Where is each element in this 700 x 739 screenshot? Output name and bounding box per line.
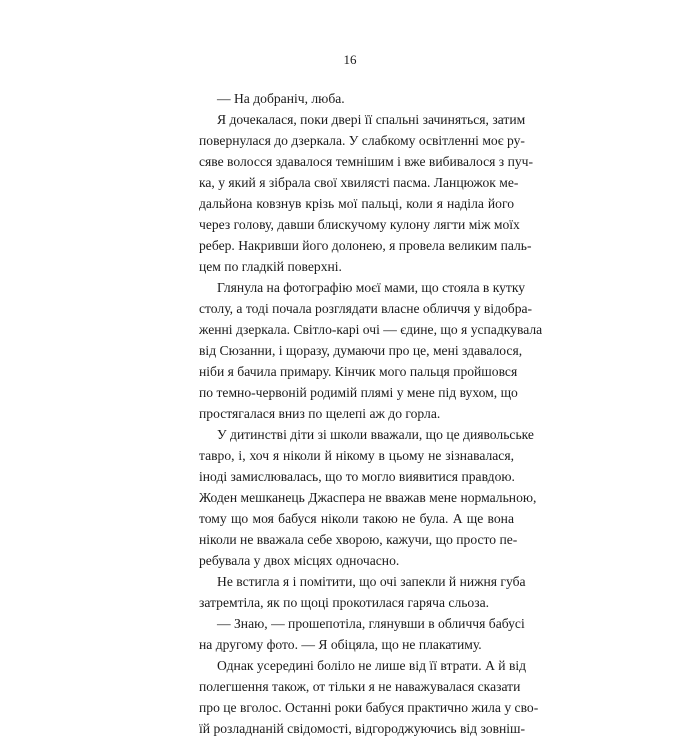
text-line: Не встигла я і помітити, що очі запекли й нижня губа (217, 574, 526, 589)
text-line: ка, у який я зібрала свої хвилясті пасма. Ланцюжок ме- (199, 175, 519, 190)
text-line: дальйона ковзнув крізь мої пальці, коли я наділа його (199, 196, 514, 211)
text-line: столу, а тоді почала розглядати власне обличчя у відобра- (199, 301, 533, 316)
text-line: цем по гладкій поверхні. (199, 259, 342, 274)
text-line: ребер. Накривши його долонею, я провела великим паль- (199, 238, 532, 253)
text-line: на другому фото. — Я обіцяла, що не плакатиму. (199, 637, 482, 652)
text-line: ніби я бачила примару. Кінчик мого пальця пройшовся (199, 364, 518, 379)
page-number: 16 (343, 52, 357, 67)
text-line: їй розладнаній свідомості, відгороджуючись від зовніш- (199, 721, 526, 736)
text-line: Жоден мешканець Джаспера не вважав мене нормальною, (199, 490, 537, 505)
text-line: тавро, і, хоч я ніколи й нікому в цьому не зізнавалася, (199, 448, 514, 463)
text-line: ребувала у двох місцях одночасно. (199, 553, 400, 568)
text-line: У дитинстві діти зі школи вважали, що це диявольське (217, 427, 534, 442)
text-line: полегшення також, от тільки я не наважувалася сказати (199, 679, 521, 694)
text-line: — На добраніч, люба. (217, 91, 345, 106)
text-line: затремтіла, як по щоці прокотилася гаряча сльоза. (199, 595, 490, 610)
body-text (199, 88, 543, 739)
text-line: простягалася вниз по щелепі аж до горла. (199, 406, 441, 421)
text-line: від Сюзанни, і щоразу, думаючи про це, мені здавалося, (199, 343, 523, 358)
text-line: ніколи не вважала себе хворою, кажучи, що просто пе- (199, 532, 518, 547)
text-line: тому що моя бабуся ніколи такою не була. А ще вона (199, 511, 514, 526)
text-line: повернулася до дзеркала. У слабкому освітленні моє ру- (199, 133, 525, 148)
text-line: женні дзеркала. Світло-карі очі — єдине, що я успадкувала (199, 322, 543, 337)
text-line: сяве волосся здавалося темнішим і вже вибивалося з пуч- (199, 154, 534, 169)
text-line: про це вголос. Останні роки бабуся практично жила у сво- (199, 700, 539, 715)
text-line: по темно-червоній родимій плямі у мене під вухом, що (199, 385, 518, 400)
text-line: через голову, давши блискучому кулону лягти між моїх (199, 217, 520, 232)
text-line: Однак усередині боліло не лише від її втрати. А й від (217, 658, 527, 673)
text-line: іноді замислювалась, що то могло виявитися правдою. (199, 469, 515, 484)
text-line: — Знаю, — прошепотіла, глянувши в обличчя бабусі (217, 616, 525, 631)
text-line: Глянула на фотографію моєї мами, що стояла в кутку (217, 280, 526, 295)
text-line: Я дочекалася, поки двері її спальні зачиняться, затим (217, 112, 526, 127)
